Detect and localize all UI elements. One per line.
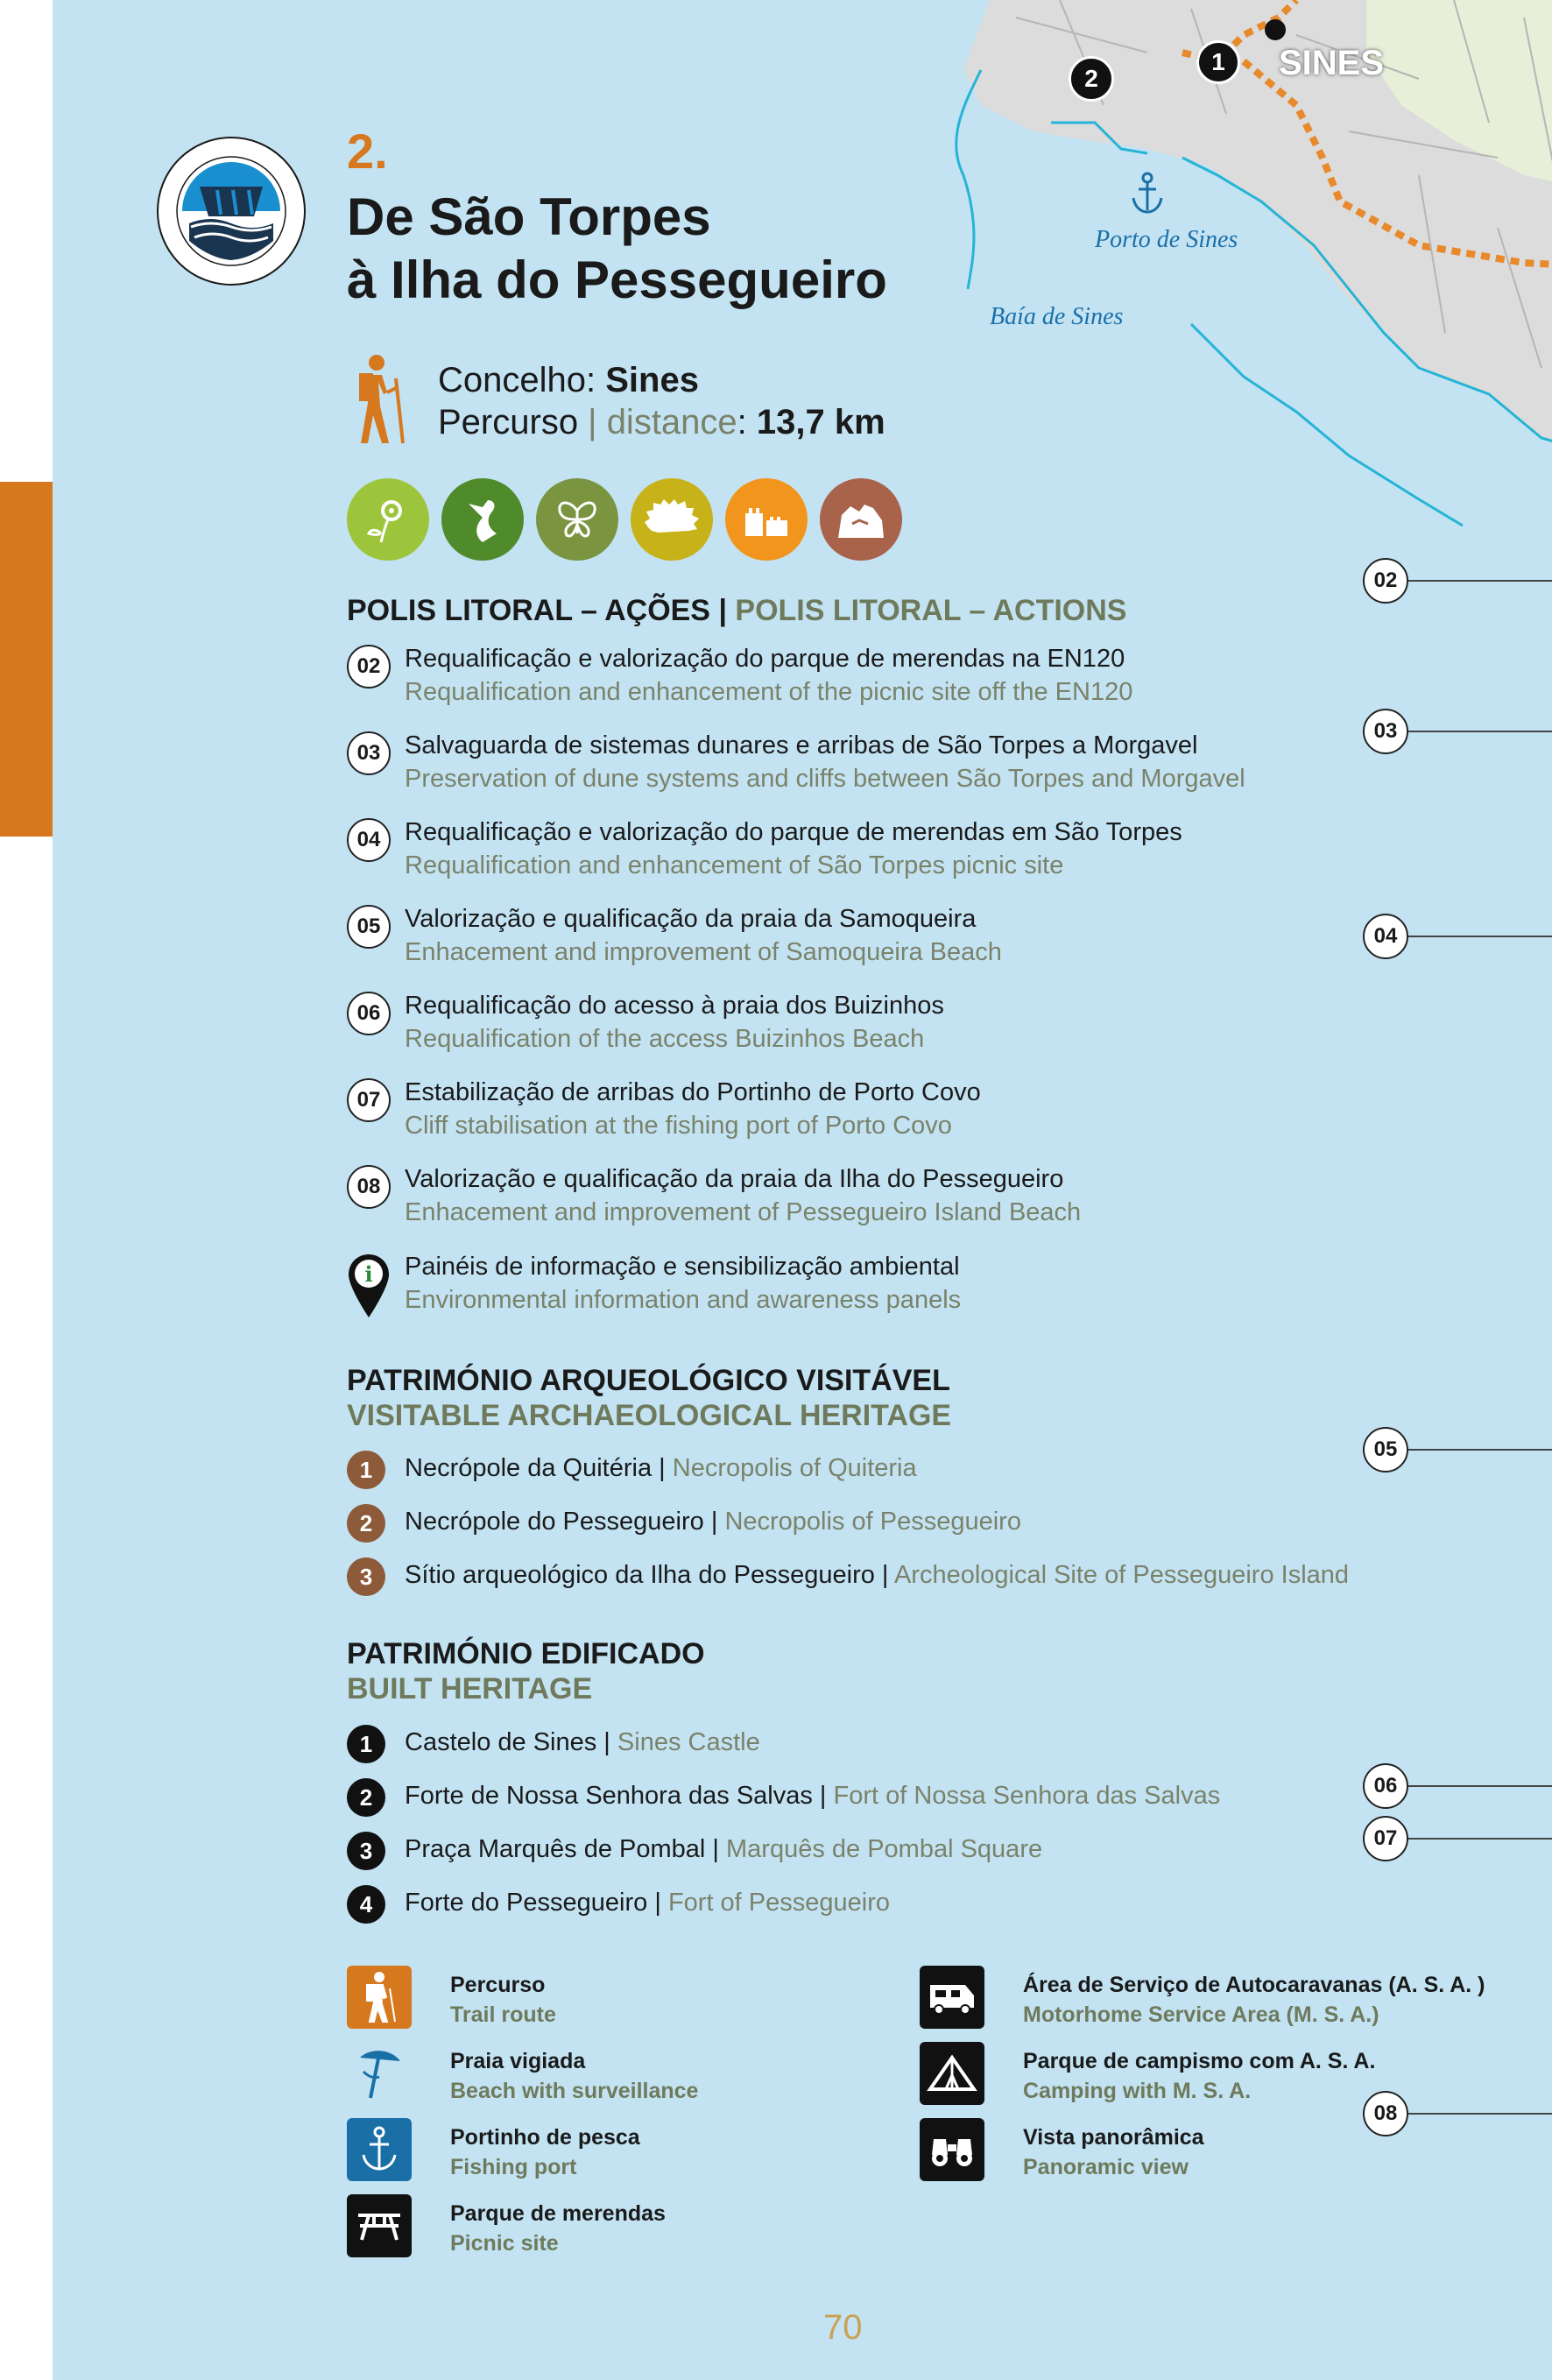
site-number: 1 [347, 1451, 385, 1489]
item-pt: Forte de Nossa Senhora das Salvas [405, 1782, 813, 1810]
legend-en: Trail route [450, 2002, 556, 2027]
item-pt: Necrópole da Quitéria [405, 1454, 653, 1482]
separator: | [578, 403, 607, 441]
archaeological-heading-pt: PATRIMÓNIO ARQUEOLÓGICO VISITÁVEL [347, 1364, 950, 1397]
side-marker: 08 [1363, 2091, 1408, 2136]
side-line [1408, 936, 1552, 937]
map-town-dot [1265, 19, 1286, 40]
item-en: Enhacement and improvement of Samoqueira Beach [405, 938, 1002, 966]
item-en: Archeological Site of Pessegueiro Island [893, 1561, 1350, 1589]
built-heading-pt: PATRIMÓNIO EDIFICADO [347, 1637, 705, 1670]
distance-line [438, 401, 885, 443]
legend-pt: Percurso [450, 1973, 546, 1997]
side-marker: 04 [1363, 914, 1408, 959]
side-line [1408, 1838, 1552, 1840]
site-number: 2 [347, 1504, 385, 1543]
heritage-number: 4 [347, 1885, 385, 1924]
built-heading [347, 1636, 705, 1706]
svg-text:i: i [364, 1261, 373, 1287]
route-info [438, 359, 885, 443]
item-en: Environmental information and awareness panels [405, 1286, 962, 1314]
built-heading-en: BUILT HERITAGE [347, 1672, 593, 1706]
colon: : [737, 403, 757, 441]
item-en: Enhacement and improvement of Pessegueiro Island Beach [405, 1198, 1082, 1226]
item-en: Necropolis of Quiteria [672, 1454, 917, 1482]
hiker-icon [347, 352, 408, 447]
item-en: Requalification and enhancement of the picnic site off the EN120 [405, 678, 1133, 706]
item-en: Requalification of the access Buizinhos Beach [405, 1025, 925, 1053]
action-badge: 05 [347, 905, 391, 949]
item-pt: Castelo de Sines [405, 1728, 597, 1756]
legend-pt: Parque de merendas [450, 2201, 666, 2226]
item-text: Necrópole da Quitéria | Necropolis of Quiteria [405, 1454, 917, 1482]
picnic-table-icon [347, 2194, 412, 2257]
side-line [1408, 2113, 1552, 2115]
concelho-value: Sines [605, 361, 699, 399]
item-text: Praça Marquês de Pombal | Marquês de Pombal Square [405, 1835, 1043, 1863]
polis-heading [347, 593, 1127, 628]
heritage-number: 1 [347, 1725, 385, 1763]
rock-icon [820, 478, 902, 561]
site-number: 3 [347, 1557, 385, 1596]
archaeological-heading [347, 1363, 951, 1433]
map-marker-2: 2 [1069, 56, 1114, 102]
item-en: Necropolis of Pessegueiro [724, 1508, 1021, 1536]
item-pt: Requalificação do acesso à praia dos Buizinhos [405, 992, 944, 1020]
item-pt: Salvaguarda de sistemas dunares e arribas de São Torpes a Morgavel [405, 731, 1198, 759]
item-text: Forte de Nossa Senhora das Salvas | Fort of Nossa Senhora das Salvas [405, 1782, 1221, 1810]
item-en: Marquês de Pombal Square [726, 1835, 1043, 1863]
polis-heading-pt: POLIS LITORAL – AÇÕES [347, 594, 710, 627]
distance-value: 13,7 km [756, 403, 885, 441]
side-marker: 07 [1363, 1816, 1408, 1861]
legend-pt: Parque de campismo com A. S. A. [1023, 2049, 1376, 2073]
tent-icon [920, 2042, 984, 2105]
item-en: Preservation of dune systems and cliffs between São Torpes and Morgavel [405, 765, 1245, 793]
action-badge: 08 [347, 1165, 391, 1209]
title-line-2: à Ilha do Pessegueiro [347, 251, 887, 309]
stork-icon [441, 478, 524, 561]
legend-en: Motorhome Service Area (M. S. A.) [1023, 2002, 1379, 2027]
side-marker: 06 [1363, 1763, 1408, 1809]
item-pt: Valorização e qualificação da praia da Samoqueira [405, 905, 977, 933]
item-en: Fort of Pessegueiro [667, 1889, 891, 1917]
anchor-icon [1130, 172, 1165, 215]
flower-icon [347, 478, 429, 561]
page-title [347, 186, 887, 312]
legend-en: Fishing port [450, 2155, 577, 2179]
item-pt: Valorização e qualificação da praia da Ilha do Pessegueiro [405, 1165, 1064, 1193]
castle-icon [725, 478, 808, 561]
side-line [1408, 731, 1552, 732]
info-pin-icon [347, 1253, 391, 1319]
action-badge: 04 [347, 818, 391, 862]
port-label: Porto de Sines [1095, 226, 1238, 253]
action-badge: 07 [347, 1078, 391, 1122]
item-en: Requalification and enhancement of São Torpes picnic site [405, 851, 1064, 879]
park-logo [156, 136, 307, 286]
distance-label: distance [606, 403, 737, 441]
percurso-label: Percurso [438, 403, 579, 441]
item-text: Sítio arqueológico da Ilha do Pessegueiro | Archeological Site of Pessegueiro Island [405, 1561, 1350, 1589]
item-pt: Sítio arqueológico da Ilha do Pessegueiro [405, 1561, 875, 1589]
bay-label: Baía de Sines [990, 303, 1124, 330]
legend-pt: Área de Serviço de Autocaravanas (A. S. A. ) [1023, 1973, 1485, 1997]
item-pt: Requalificação e valorização do parque de merendas em São Torpes [405, 818, 1182, 846]
concelho-label: Concelho: [438, 361, 606, 399]
action-badge: 06 [347, 992, 391, 1035]
item-pt: Estabilização de arribas do Portinho de Porto Covo [405, 1078, 981, 1106]
item-pt: Forte do Pessegueiro [405, 1889, 648, 1917]
action-badge: 02 [347, 645, 391, 689]
item-en: Cliff stabilisation at the fishing port of Porto Covo [405, 1112, 952, 1140]
side-marker: 02 [1363, 558, 1408, 604]
map [928, 0, 1552, 561]
anchor-icon [347, 2118, 412, 2181]
item-pt: Painéis de informação e sensibilização ambiental [405, 1253, 960, 1281]
legend-en: Panoramic view [1023, 2155, 1189, 2179]
legend-pt: Praia vigiada [450, 2049, 586, 2073]
archaeological-heading-en: VISITABLE ARCHAEOLOGICAL HERITAGE [347, 1399, 952, 1432]
section-tab [0, 482, 53, 837]
polis-heading-en: POLIS LITORAL – ACTIONS [735, 594, 1127, 627]
side-marker: 05 [1363, 1427, 1408, 1472]
hiker-icon [347, 1966, 412, 2029]
item-pt: Necrópole do Pessegueiro [405, 1508, 704, 1536]
motorhome-icon [920, 1966, 984, 2029]
heritage-number: 2 [347, 1778, 385, 1817]
separator: | [710, 594, 736, 627]
page-number: 70 [823, 2308, 863, 2347]
binoculars-icon [920, 2118, 984, 2181]
side-line [1408, 1785, 1552, 1787]
item-text: Necrópole do Pessegueiro | Necropolis of Pessegueiro [405, 1508, 1021, 1536]
town-label: SINES [1279, 44, 1385, 82]
legend-pt: Portinho de pesca [450, 2125, 640, 2150]
item-en: Sines Castle [617, 1728, 760, 1756]
legend-pt: Vista panorâmica [1023, 2125, 1204, 2150]
item-en: Fort of Nossa Senhora das Salvas [833, 1782, 1221, 1810]
item-text: Forte do Pessegueiro | Fort of Pessegueiro [405, 1889, 891, 1917]
title-line-1: De São Torpes [347, 187, 711, 246]
page [53, 0, 1552, 2380]
side-line [1408, 1449, 1552, 1451]
legend-en: Beach with surveillance [450, 2079, 699, 2103]
item-pt: Praça Marquês de Pombal [405, 1835, 706, 1863]
item-text: Castelo de Sines | Sines Castle [405, 1728, 760, 1756]
side-marker: 03 [1363, 709, 1408, 754]
heritage-number: 3 [347, 1832, 385, 1870]
butterfly-icon [536, 478, 618, 561]
concelho-line [438, 359, 885, 401]
hedgehog-icon [631, 478, 713, 561]
legend-en: Camping with M. S. A. [1023, 2079, 1252, 2103]
action-badge: 03 [347, 731, 391, 775]
route-number: 2. [347, 124, 388, 179]
theme-icons [347, 478, 902, 561]
legend-en: Picnic site [450, 2231, 559, 2256]
side-line [1408, 580, 1552, 582]
map-marker-1: 1 [1196, 40, 1240, 84]
beach-umbrella-icon [347, 2042, 412, 2105]
item-pt: Requalificação e valorização do parque de merendas na EN120 [405, 645, 1125, 673]
